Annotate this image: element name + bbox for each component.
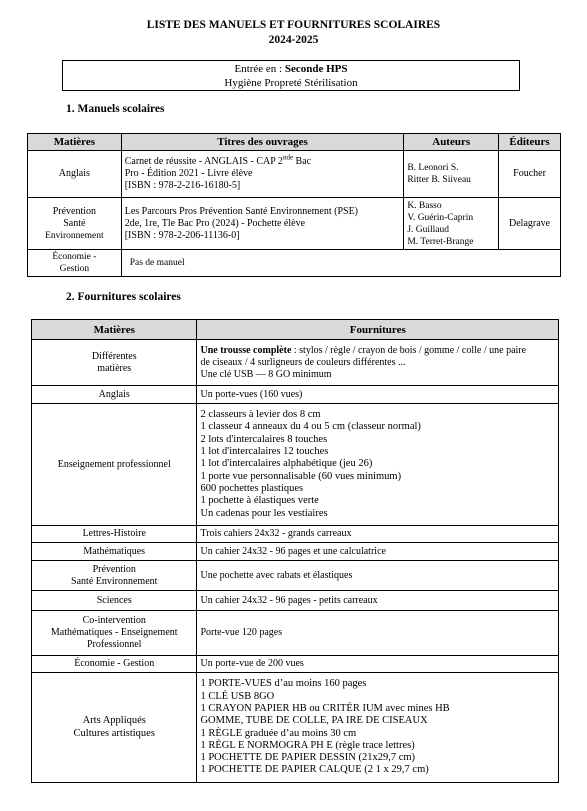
supplies-cell: Porte-vue 120 pages	[197, 611, 559, 656]
subject-cell: Co-intervention Mathématiques - Enseignement Professionnel	[32, 611, 197, 656]
table-row	[32, 611, 559, 656]
table-row	[32, 340, 559, 386]
supplies-cell: Trois cahiers 24x32 - grands carreaux	[197, 526, 559, 543]
header-matieres: Matières	[32, 320, 197, 340]
table-row	[32, 543, 559, 561]
title-cell: Carnet de réussite - ANGLAIS - CAP 2nde Bac Pro - Édition 2021 - Livre élève [ISBN : 978-2-216-16180-5]	[121, 151, 404, 198]
subject-cell: Prévention Santé Environnement	[28, 198, 122, 250]
header-titres: Titres des ouvrages	[121, 134, 404, 151]
entry-prefix: Entrée en :	[234, 63, 285, 75]
subject-cell: Économie - Gestion	[28, 250, 122, 277]
subject-cell: Lettres-Histoire	[32, 526, 197, 543]
manuels-table	[27, 133, 561, 277]
table-row	[28, 198, 561, 250]
table-row	[28, 151, 561, 198]
title-cell: Les Parcours Pros Prévention Santé Environnement (PSE) 2de, 1re, Tle Bac Pro (2024) - Pochette élève [ISBN : 978-2-206-11136-0]	[121, 198, 404, 250]
header-matieres: Matières	[28, 134, 122, 151]
subject-cell: Sciences	[32, 591, 197, 611]
section-manuels-title: 1. Manuels scolaires	[66, 103, 165, 115]
entry-box	[62, 60, 520, 91]
entry-class: Seconde HPS	[284, 63, 348, 75]
header-editeurs: Éditeurs	[499, 134, 561, 151]
supplies-cell: 1 PORTE-VUES d’au moins 160 pages 1 CLÉ USB 8GO 1 CRAYON PAPIER HB ou CRITÉR IUM avec mines HB GOMME, TUBE DE COLLE, PA IRE DE CISEAUX 1 RÈGLE graduée d’au moins 30 cm 1 RÈGL E NORMOGRA PH E (règle trace lettres) 1 POCHETTE DE PAPIER DESSIN (21x29,7 cm) 1 POCHETTE DE PAPIER CALQUE (2 1 x 29,7 cm)	[197, 673, 559, 783]
supplies-cell: Un porte-vue de 200 vues	[197, 656, 559, 673]
subject-cell: Prévention Santé Environnement	[32, 561, 197, 591]
table-row	[32, 561, 559, 591]
manuels-header-row	[28, 134, 561, 151]
table-row	[28, 250, 561, 277]
table-row	[32, 591, 559, 611]
supplies-cell: Un porte-vues (160 vues)	[197, 386, 559, 404]
section-fournitures-title: 2. Fournitures scolaires	[66, 291, 181, 303]
table-row	[32, 386, 559, 404]
fournitures-header-row	[32, 320, 559, 340]
subject-cell: Mathématiques	[32, 543, 197, 561]
table-row	[32, 526, 559, 543]
table-row	[32, 673, 559, 783]
publisher-cell: Foucher	[499, 151, 561, 198]
document-title: LISTE DES MANUELS ET FOURNITURES SCOLAIRES	[146, 19, 441, 31]
fournitures-table	[31, 319, 559, 783]
header-fournitures: Fournitures	[197, 320, 559, 340]
publisher-cell: Delagrave	[499, 198, 561, 250]
subject-cell: Anglais	[32, 386, 197, 404]
supplies-cell: Un cahier 24x32 - 96 pages et une calculatrice	[197, 543, 559, 561]
entry-subtitle: Hygiène Propreté Stérilisation	[224, 77, 358, 89]
authors-cell: K. Basso V. Guérin-Caprin J. Guillaud M. Terret-Brange	[404, 198, 499, 250]
note-cell: Pas de manuel	[121, 250, 560, 277]
subject-cell: Arts Appliqués Cultures artistiques	[32, 673, 197, 783]
supplies-cell: Une trousse complète : stylos / règle / crayon de bois / gomme / colle / une paire de ciseaux / 4 surligneurs de couleurs différentes ... Une clé USB — 8 GO minimum	[197, 340, 559, 386]
subject-cell: Économie - Gestion	[32, 656, 197, 673]
subject-cell: Enseignement professionnel	[32, 404, 197, 526]
authors-cell: B. Leonori S. Ritter B. Siiveau	[404, 151, 499, 198]
school-year: 2024-2025	[268, 34, 319, 46]
supplies-cell: Un cahier 24x32 - 96 pages - petits carreaux	[197, 591, 559, 611]
table-row	[32, 404, 559, 526]
subject-cell: Différentes matières	[32, 340, 197, 386]
subject-cell: Anglais	[28, 151, 122, 198]
supplies-cell: Une pochette avec rabats et élastiques	[197, 561, 559, 591]
entry-line	[63, 62, 519, 76]
header-auteurs: Auteurs	[404, 134, 499, 151]
supplies-cell: 2 classeurs à levier dos 8 cm 1 classeur 4 anneaux du 4 ou 5 cm (classeur normal) 2 lots d'intercalaires 8 touches 1 lot d'intercalaires 12 touches 1 lot d'intercalaires alphabétique (jeu 26) 1 porte vue personnalisable (60 vues minimum) 600 pochettes plastiques 1 pochette à élastiques verte Un cadenas pour les vestiaires	[197, 404, 559, 526]
table-row	[32, 656, 559, 673]
